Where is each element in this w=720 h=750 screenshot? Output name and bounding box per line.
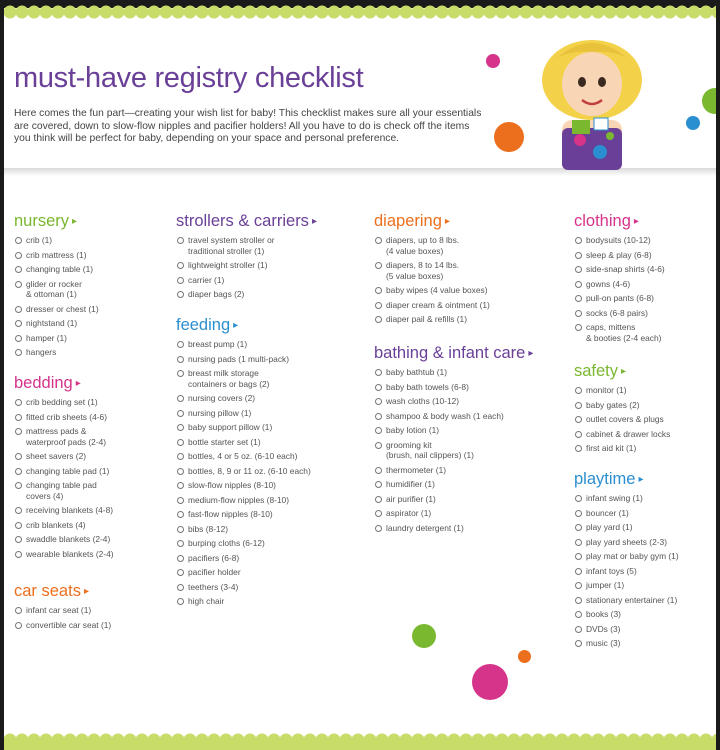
- item-label: hangers: [26, 347, 57, 357]
- item-label: breast milk storage containers or bags (2): [188, 368, 270, 389]
- checklist-item[interactable]: [176, 273, 366, 288]
- section-title-text: bedding: [14, 374, 73, 392]
- checkbox-circle-icon[interactable]: [15, 522, 22, 529]
- arrow-right-icon: ▸: [621, 366, 627, 377]
- item-label: crib blankets (4): [26, 519, 86, 530]
- section-title-text: clothing: [574, 212, 631, 230]
- item-label: outlet covers & plugs: [586, 414, 664, 424]
- checkbox-circle-icon[interactable]: [15, 428, 22, 435]
- checkbox-circle-icon[interactable]: [15, 607, 22, 614]
- checkbox-circle-icon[interactable]: [177, 453, 184, 460]
- checkbox-circle-icon[interactable]: [15, 468, 22, 475]
- arrow-right-icon: ▸: [311, 216, 317, 227]
- checkbox-circle-icon[interactable]: [177, 262, 184, 269]
- checklist-item[interactable]: [574, 248, 716, 263]
- pink-dot-bottom: [472, 664, 508, 700]
- arrow-right-icon: ▸: [233, 320, 239, 331]
- arrow-right-icon: ▸: [638, 474, 644, 485]
- checkbox-circle-icon[interactable]: [177, 341, 184, 348]
- section-title: [374, 344, 564, 363]
- checkbox-circle-icon[interactable]: [177, 356, 184, 363]
- item-list: [574, 233, 716, 345]
- checklist-item[interactable]: [176, 493, 366, 508]
- checkbox-circle-icon[interactable]: [15, 622, 22, 629]
- checklist-item[interactable]: [374, 394, 564, 409]
- checkbox-circle-icon[interactable]: [575, 416, 582, 423]
- checkbox-circle-icon[interactable]: [375, 398, 382, 405]
- arrow-right-icon: ▸: [633, 216, 639, 227]
- checkbox-circle-icon[interactable]: [575, 611, 582, 618]
- item-label: baby lotion (1): [386, 425, 440, 435]
- item-label: shampoo & body wash (1 each): [386, 410, 504, 421]
- section-title-text: car seats: [14, 582, 81, 600]
- item-label: laundry detergent (1): [386, 522, 464, 533]
- item-label: music (3): [586, 638, 621, 648]
- item-label: travel system stroller or traditional stroller (1): [188, 235, 275, 256]
- checklist-item[interactable]: [176, 406, 366, 421]
- checkbox-circle-icon[interactable]: [375, 481, 382, 488]
- item-label: carrier (1): [188, 274, 225, 285]
- checklist-item[interactable]: [574, 262, 716, 277]
- arrow-right-icon: ▸: [528, 348, 534, 359]
- checklist-item[interactable]: [574, 491, 716, 506]
- arrow-right-icon: ▸: [83, 586, 89, 597]
- section-title-text: feeding: [176, 316, 231, 334]
- checkbox-circle-icon[interactable]: [575, 387, 582, 394]
- item-label: gowns (4-6): [586, 278, 631, 289]
- checkbox-circle-icon[interactable]: [15, 551, 22, 558]
- checkbox-circle-icon[interactable]: [375, 510, 382, 517]
- checklist-item[interactable]: [574, 291, 716, 306]
- checkbox-circle-icon[interactable]: [177, 468, 184, 475]
- item-label: diapers, up to 8 lbs. (4 value boxes): [386, 235, 460, 256]
- checkbox-circle-icon[interactable]: [177, 439, 184, 446]
- checkbox-circle-icon[interactable]: [177, 540, 184, 547]
- checkbox-circle-icon[interactable]: [177, 370, 184, 377]
- checklist-item[interactable]: [374, 312, 564, 327]
- item-label: bottles, 8, 9 or 11 oz. (6-10 each): [188, 465, 311, 476]
- checkbox-circle-icon[interactable]: [375, 384, 382, 391]
- checkbox-circle-icon[interactable]: [575, 524, 582, 531]
- checkbox-circle-icon[interactable]: [177, 277, 184, 284]
- item-label: infant toys (5): [586, 565, 637, 576]
- checkbox-circle-icon[interactable]: [177, 526, 184, 533]
- section-feeding: [176, 316, 366, 609]
- section-title: [374, 212, 564, 231]
- checklist-item[interactable]: [176, 258, 366, 273]
- checkbox-circle-icon[interactable]: [177, 555, 184, 562]
- checklist-item[interactable]: [176, 594, 366, 609]
- checkbox-circle-icon[interactable]: [177, 395, 184, 402]
- checklist-item[interactable]: [14, 618, 204, 633]
- section-title: [574, 212, 716, 231]
- checkbox-circle-icon[interactable]: [375, 237, 382, 244]
- item-list: [574, 383, 716, 456]
- item-label: bottle starter set (1): [188, 436, 261, 447]
- checklist-item[interactable]: [176, 449, 366, 464]
- section-title-text: nursery: [14, 212, 70, 230]
- item-label: side-snap shirts (4-6): [586, 264, 665, 274]
- item-label: lightweight stroller (1): [188, 260, 268, 270]
- section-clothing: [574, 212, 716, 345]
- item-label: crib mattress (1): [26, 249, 87, 260]
- checklist-item[interactable]: [574, 593, 716, 608]
- section-playtime: [574, 470, 716, 651]
- item-label: dresser or chest (1): [26, 303, 99, 314]
- orange-dot-bottom: [518, 650, 531, 663]
- checklist-item[interactable]: [176, 478, 366, 493]
- item-label: nursing pads (1 multi-pack): [188, 353, 290, 364]
- checkbox-circle-icon[interactable]: [177, 584, 184, 591]
- checkbox-circle-icon[interactable]: [575, 310, 582, 317]
- checklist-item[interactable]: [176, 352, 366, 367]
- checkbox-circle-icon[interactable]: [575, 402, 582, 409]
- checkbox-circle-icon[interactable]: [575, 568, 582, 575]
- arrow-right-icon: ▸: [72, 216, 78, 227]
- item-label: receiving blankets (4-8): [26, 505, 114, 515]
- item-label: teethers (3-4): [188, 581, 239, 592]
- section-title: [176, 316, 366, 335]
- item-label: convertible car seat (1): [26, 619, 112, 630]
- checklist-item[interactable]: [374, 258, 564, 283]
- checkbox-circle-icon[interactable]: [15, 237, 22, 244]
- checklist-item[interactable]: [374, 506, 564, 521]
- item-list: [176, 337, 366, 609]
- item-label: sheet savers (2): [26, 451, 87, 461]
- section-title-text: bathing & infant care: [374, 344, 526, 362]
- section-strollers-carriers: [176, 212, 366, 302]
- checkbox-circle-icon[interactable]: [575, 281, 582, 288]
- checklist-item[interactable]: [176, 565, 366, 580]
- item-label: fitted crib sheets (4-6): [26, 411, 107, 422]
- item-label: pacifier holder: [188, 567, 241, 577]
- checkbox-circle-icon[interactable]: [177, 410, 184, 417]
- checkbox-circle-icon[interactable]: [375, 369, 382, 376]
- checkbox-circle-icon[interactable]: [177, 598, 184, 605]
- checklist-item[interactable]: [574, 427, 716, 442]
- item-label: changing table pad (1): [26, 465, 110, 476]
- checklist-item[interactable]: [176, 580, 366, 595]
- checkbox-circle-icon[interactable]: [575, 597, 582, 604]
- item-label: bodysuits (10-12): [586, 235, 651, 245]
- checkbox-circle-icon[interactable]: [177, 497, 184, 504]
- top-scallop-border: [4, 0, 716, 22]
- checkbox-circle-icon[interactable]: [575, 510, 582, 517]
- checkbox-circle-icon[interactable]: [15, 399, 22, 406]
- item-label: first aid kit (1): [586, 443, 637, 453]
- checkbox-circle-icon[interactable]: [375, 467, 382, 474]
- checklist-item[interactable]: [176, 287, 366, 302]
- checklist-item[interactable]: [374, 283, 564, 298]
- checklist-item[interactable]: [574, 320, 716, 345]
- checkbox-circle-icon[interactable]: [15, 507, 22, 514]
- arrow-right-icon: ▸: [75, 378, 81, 389]
- checklist-item[interactable]: [374, 423, 564, 438]
- checklist-item[interactable]: [574, 549, 716, 564]
- checkbox-circle-icon[interactable]: [575, 582, 582, 589]
- item-label: humidifier (1): [386, 479, 435, 489]
- item-label: stationary entertainer (1): [586, 594, 678, 605]
- checkbox-circle-icon[interactable]: [375, 262, 382, 269]
- item-label: play yard sheets (2-3): [586, 536, 667, 547]
- checklist-item[interactable]: [574, 412, 716, 427]
- checkbox-circle-icon[interactable]: [15, 320, 22, 327]
- item-label: sleep & play (6-8): [586, 249, 652, 260]
- item-label: diaper cream & ointment (1): [386, 299, 490, 310]
- checkbox-circle-icon[interactable]: [15, 414, 22, 421]
- item-label: baby bathtub (1): [386, 367, 447, 377]
- intro-paragraph: Here comes the fun part—creating your wish list for baby! This checklist makes sure all your essentials are covered, down to slow-flow nipples and pacifier holders! All you have to do is check off the items you think will be perfect for baby, depending on your space and personal preference.: [14, 108, 482, 145]
- section-title: [574, 470, 716, 489]
- checklist-item[interactable]: [374, 365, 564, 380]
- checkbox-circle-icon[interactable]: [375, 496, 382, 503]
- checklist-item[interactable]: [574, 277, 716, 292]
- item-label: fast-flow nipples (8-10): [188, 509, 273, 519]
- item-label: air purifier (1): [386, 493, 436, 504]
- item-label: cabinet & drawer locks: [586, 428, 671, 439]
- item-label: medium-flow nipples (8-10): [188, 494, 290, 505]
- item-label: nursing covers (2): [188, 393, 256, 403]
- item-label: thermometer (1): [386, 464, 447, 475]
- item-label: monitor (1): [586, 385, 627, 395]
- checklist-item[interactable]: [574, 636, 716, 651]
- item-label: bouncer (1): [586, 507, 629, 518]
- checklist-item[interactable]: [574, 535, 716, 550]
- girl-illustration: [532, 28, 652, 170]
- section-diapering: [374, 212, 564, 327]
- item-label: bottles, 4 or 5 oz. (6-10 each): [188, 451, 298, 461]
- checkbox-circle-icon[interactable]: [15, 306, 22, 313]
- checklist-item[interactable]: [176, 337, 366, 352]
- checkbox-circle-icon[interactable]: [15, 482, 22, 489]
- item-label: nursing pillow (1): [188, 407, 252, 418]
- section-title-text: strollers & carriers: [176, 212, 309, 230]
- section-title-text: diapering: [374, 212, 442, 230]
- checklist-item[interactable]: [374, 477, 564, 492]
- checklist-item[interactable]: [574, 578, 716, 593]
- section-bathing-infant-care: [374, 344, 564, 535]
- checklist-item[interactable]: [574, 520, 716, 535]
- checklist-item[interactable]: [574, 506, 716, 521]
- pink-dot-decoration: [486, 54, 500, 68]
- checkbox-circle-icon[interactable]: [575, 640, 582, 647]
- checkbox-circle-icon[interactable]: [375, 316, 382, 323]
- checklist-item[interactable]: [176, 391, 366, 406]
- checklist-item[interactable]: [176, 551, 366, 566]
- item-label: DVDs (3): [586, 623, 621, 634]
- item-label: breast pump (1): [188, 339, 248, 349]
- checkbox-circle-icon[interactable]: [15, 252, 22, 259]
- section-safety: [574, 362, 716, 456]
- checkbox-circle-icon[interactable]: [575, 495, 582, 502]
- checkbox-circle-icon[interactable]: [575, 237, 582, 244]
- item-label: baby wipes (4 value boxes): [386, 285, 488, 295]
- item-label: crib (1): [26, 235, 53, 245]
- item-label: jumper (1): [586, 580, 625, 590]
- item-list: [176, 233, 366, 302]
- checklist-item[interactable]: [574, 233, 716, 248]
- checkbox-circle-icon[interactable]: [375, 302, 382, 309]
- checkbox-circle-icon[interactable]: [375, 413, 382, 420]
- checkbox-circle-icon[interactable]: [575, 626, 582, 633]
- checkbox-circle-icon[interactable]: [575, 445, 582, 452]
- item-label: bibs (8-12): [188, 523, 229, 534]
- checklist-item[interactable]: [176, 507, 366, 522]
- item-label: wash cloths (10-12): [386, 396, 460, 406]
- checklist-item[interactable]: [176, 420, 366, 435]
- item-label: infant car seat (1): [26, 605, 92, 615]
- checkbox-circle-icon[interactable]: [375, 525, 382, 532]
- checklist-item[interactable]: [574, 398, 716, 413]
- checkbox-circle-icon[interactable]: [177, 424, 184, 431]
- checkbox-circle-icon[interactable]: [375, 427, 382, 434]
- item-label: swaddle blankets (2-4): [26, 534, 111, 544]
- orange-dot-decoration: [494, 122, 524, 152]
- checklist-item[interactable]: [574, 622, 716, 637]
- item-label: baby support pillow (1): [188, 422, 273, 432]
- checkbox-circle-icon[interactable]: [15, 349, 22, 356]
- checklist-item[interactable]: [374, 409, 564, 424]
- checkbox-circle-icon[interactable]: [15, 266, 22, 273]
- item-label: diapers, 8 to 14 lbs. (5 value boxes): [386, 260, 460, 281]
- checkbox-circle-icon[interactable]: [177, 569, 184, 576]
- item-label: pull-on pants (6-8): [586, 293, 654, 303]
- item-label: aspirator (1): [386, 508, 432, 518]
- section-title-text: safety: [574, 362, 619, 380]
- item-label: socks (6-8 pairs): [586, 307, 648, 318]
- checklist-item[interactable]: [176, 233, 366, 258]
- item-label: diaper pail & refills (1): [386, 314, 467, 324]
- checklist-item[interactable]: [176, 435, 366, 450]
- bottom-scallop-border: [4, 728, 716, 750]
- checklist-item[interactable]: [574, 306, 716, 321]
- checklist-item[interactable]: [574, 564, 716, 579]
- checkbox-circle-icon[interactable]: [575, 295, 582, 302]
- checklist-item[interactable]: [176, 522, 366, 537]
- item-label: glider or rocker & ottoman (1): [26, 278, 82, 299]
- checkbox-circle-icon[interactable]: [177, 511, 184, 518]
- item-label: grooming kit (brush, nail clippers) (1): [386, 439, 474, 460]
- checkbox-circle-icon[interactable]: [15, 281, 22, 288]
- checklist-item[interactable]: [574, 441, 716, 456]
- item-label: diaper bags (2): [188, 289, 245, 299]
- item-label: infant swing (1): [586, 493, 643, 503]
- item-label: books (3): [586, 609, 621, 619]
- item-label: changing table (1): [26, 264, 94, 274]
- section-title: [574, 362, 716, 381]
- checkbox-circle-icon[interactable]: [375, 442, 382, 449]
- checkbox-circle-icon[interactable]: [15, 335, 22, 342]
- checkbox-circle-icon[interactable]: [177, 291, 184, 298]
- checkbox-circle-icon[interactable]: [575, 539, 582, 546]
- checklist-item[interactable]: [374, 492, 564, 507]
- green-dot-bottom: [412, 624, 436, 648]
- item-label: hamper (1): [26, 332, 67, 343]
- blue-dot-decoration: [686, 116, 700, 130]
- checklist-item[interactable]: [374, 438, 564, 463]
- checklist-item[interactable]: [176, 464, 366, 479]
- checkbox-circle-icon[interactable]: [575, 553, 582, 560]
- section-title-text: playtime: [574, 470, 636, 488]
- arrow-right-icon: ▸: [444, 216, 450, 227]
- checklist-page: [4, 0, 716, 750]
- checklist-item[interactable]: [14, 302, 204, 317]
- item-label: burping cloths (6-12): [188, 538, 265, 548]
- checkbox-circle-icon[interactable]: [575, 324, 582, 331]
- checkbox-circle-icon[interactable]: [575, 266, 582, 273]
- item-label: play mat or baby gym (1): [586, 551, 679, 561]
- checkbox-circle-icon[interactable]: [575, 431, 582, 438]
- checkbox-circle-icon[interactable]: [15, 453, 22, 460]
- checkbox-circle-icon[interactable]: [177, 482, 184, 489]
- checkbox-circle-icon[interactable]: [15, 536, 22, 543]
- item-label: pacifiers (6-8): [188, 552, 240, 563]
- page-title: must-have registry checklist: [14, 62, 364, 94]
- item-label: changing table pad covers (4): [26, 480, 97, 501]
- item-label: wearable blankets (2-4): [26, 548, 114, 559]
- item-label: mattress pads & waterproof pads (2-4): [26, 426, 107, 447]
- checklist-item[interactable]: [374, 521, 564, 536]
- checkbox-circle-icon[interactable]: [575, 252, 582, 259]
- item-list: [374, 233, 564, 327]
- item-label: crib bedding set (1): [26, 397, 98, 407]
- item-label: baby bath towels (6-8): [386, 381, 469, 392]
- item-label: nightstand (1): [26, 318, 78, 328]
- item-label: high chair: [188, 596, 225, 606]
- checklist-item[interactable]: [574, 607, 716, 622]
- checklist-item[interactable]: [574, 383, 716, 398]
- section-title: [176, 212, 366, 231]
- item-label: slow-flow nipples (8-10): [188, 480, 276, 490]
- checkbox-circle-icon[interactable]: [177, 237, 184, 244]
- checklist-item[interactable]: [374, 463, 564, 478]
- checklist-item[interactable]: [374, 298, 564, 313]
- checkbox-circle-icon[interactable]: [375, 287, 382, 294]
- item-label: baby gates (2): [586, 399, 640, 410]
- item-list: [374, 365, 564, 535]
- checklist-item[interactable]: [176, 536, 366, 551]
- item-label: caps, mittens & booties (2-4 each): [586, 322, 662, 343]
- item-list: [574, 491, 716, 651]
- item-label: play yard (1): [586, 522, 633, 532]
- checklist-item[interactable]: [374, 233, 564, 258]
- checklist-item[interactable]: [176, 366, 366, 391]
- checklist-item[interactable]: [374, 380, 564, 395]
